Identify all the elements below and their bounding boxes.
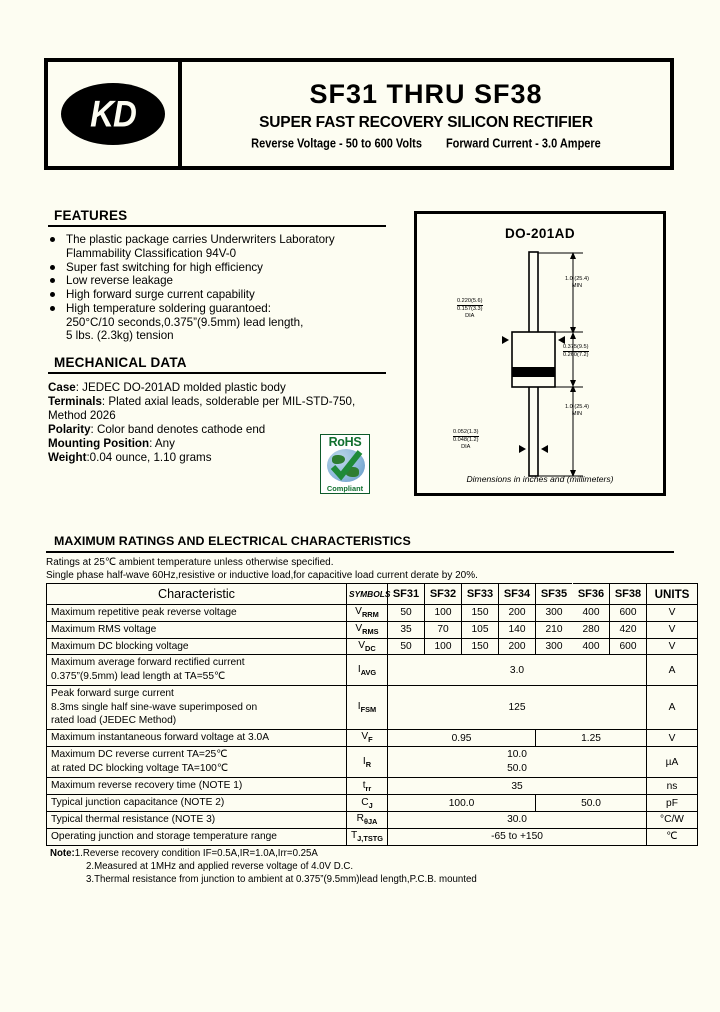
- feature-text: Super fast switching for high efficiency: [66, 260, 263, 274]
- cell-value: 50: [388, 605, 425, 622]
- mech-sep: :: [75, 381, 83, 394]
- cell-value: 400: [573, 638, 610, 655]
- cell-units: V: [647, 621, 698, 638]
- dim-unit: MIN: [571, 282, 583, 289]
- cell-value-span: 125: [388, 685, 647, 729]
- ratings-conditions: [46, 557, 674, 582]
- mech-label: Weight: [48, 451, 87, 465]
- dim-unit: DIA: [465, 312, 475, 319]
- reverse-voltage-spec: Reverse Voltage - 50 to 600 Volts: [251, 137, 422, 152]
- cell-value: 420: [610, 621, 647, 638]
- ratings-condition-line-2: Single phase half-wave 60Hz,resistive or inductive load,for capacitive load current derate by 20%.: [46, 569, 478, 581]
- list-item: [48, 261, 386, 275]
- mech-label: Polarity: [48, 423, 91, 437]
- row-characteristic-l3: rated load (JEDEC Method): [51, 715, 177, 727]
- table-row: [47, 778, 698, 795]
- mech-value: 0.04 ounce, 1.10 grams: [89, 451, 212, 465]
- table-row: [47, 811, 698, 828]
- dim-lead-top: [565, 276, 589, 290]
- cell-units: A: [647, 685, 698, 729]
- table-body: [47, 605, 698, 846]
- mech-row: [48, 381, 386, 395]
- mechanical-heading: MECHANICAL DATA: [48, 355, 386, 374]
- list-item: [48, 302, 386, 316]
- cell-value: 50: [388, 638, 425, 655]
- mech-sep: :: [90, 423, 97, 437]
- cell-value: 100: [425, 638, 462, 655]
- table-row: [47, 795, 698, 812]
- symbol-base: t: [362, 779, 366, 791]
- col-symbols: SYMBOLS: [347, 584, 388, 605]
- header-banner: [44, 58, 674, 170]
- symbol-sub: J: [368, 800, 373, 810]
- dim-lead-bottom: [565, 404, 589, 418]
- rohs-compliant-label: Compliant: [326, 483, 364, 493]
- dim-body-diameter: [457, 298, 483, 319]
- list-item: [48, 274, 386, 288]
- note-line-1: [50, 848, 680, 861]
- dim-value: 0.052(1.3): [453, 429, 479, 435]
- row-symbol: [347, 655, 388, 686]
- symbol-base: V: [358, 639, 366, 651]
- features-heading: FEATURES: [48, 208, 386, 227]
- cell-value-l1: 10.0: [507, 748, 527, 760]
- row-characteristic-l1: Peak forward surge current: [51, 687, 174, 699]
- logo-cell: [48, 62, 182, 166]
- table-row: [47, 685, 698, 729]
- cell-value: 600: [610, 638, 647, 655]
- cell-value-span: [388, 746, 647, 778]
- title-cell: [182, 62, 670, 166]
- page-subtitle: SUPER FAST RECOVERY SILICON RECTIFIER: [259, 114, 593, 132]
- symbol-sub: θJA: [363, 817, 378, 827]
- symbol-sub: F: [368, 735, 373, 745]
- row-characteristic: [47, 746, 347, 778]
- checkmark-icon: [328, 448, 364, 484]
- cell-units: A: [647, 655, 698, 686]
- features-section: [48, 208, 386, 343]
- cell-value: 70: [425, 621, 462, 638]
- row-symbol: [347, 828, 388, 845]
- symbol-base: I: [357, 663, 361, 675]
- note-text: 3.Thermal resistance from junction to ambient at 0.375”(9.5mm)lead length,P.C.B. mounted: [86, 873, 477, 885]
- cell-value-span: 3.0: [388, 655, 647, 686]
- table-row: [47, 746, 698, 778]
- cell-value: 100: [425, 605, 462, 622]
- row-characteristic-l2: 8.3ms single half sine-wave superimposed on: [51, 701, 258, 713]
- table-row: [47, 828, 698, 845]
- feature-subline-2: 5 lbs. (2.3kg) tension: [66, 329, 174, 343]
- row-symbol: [347, 795, 388, 812]
- mech-sep: :: [86, 451, 90, 465]
- header-specs: [251, 137, 601, 151]
- feature-subline-1: 250°C/10 seconds,0.375”(9.5mm) lead length,: [66, 315, 304, 329]
- bullet-icon: [50, 278, 55, 283]
- row-characteristic-l2: at rated DC blocking voltage TA=100℃: [51, 763, 229, 775]
- ratings-condition-line-1: Ratings at 25℃ ambient temperature unless otherwise specified.: [46, 557, 334, 568]
- col-units: UNITS: [647, 584, 698, 605]
- symbol-base: V: [355, 606, 362, 618]
- table-header: [47, 584, 698, 605]
- cell-value-left: 100.0: [388, 795, 536, 812]
- cell-value: 105: [462, 621, 499, 638]
- mech-label: Mounting Position: [48, 437, 150, 451]
- dim-unit: DIA: [461, 443, 471, 450]
- cell-units: °C/W: [647, 811, 698, 828]
- note-line-3: [50, 874, 680, 887]
- symbol-base: I: [357, 700, 361, 712]
- row-characteristic: Maximum reverse recovery time (NOTE 1): [47, 778, 347, 795]
- bullet-icon: [50, 306, 55, 311]
- col-sf32: SF32: [425, 584, 462, 605]
- footnotes: [50, 848, 680, 887]
- col-sf34: SF34: [499, 584, 536, 605]
- bullet-icon: [50, 292, 55, 297]
- table-row: [47, 621, 698, 638]
- cell-value: 210: [536, 621, 573, 638]
- cell-value: 200: [499, 605, 536, 622]
- symbol-sub: DC: [365, 643, 376, 653]
- dim-value: 0.157(3.3): [457, 305, 483, 312]
- dim-value: 1.0 (25.4): [565, 404, 589, 410]
- dim-unit: MIN: [571, 410, 583, 417]
- row-characteristic: Maximum instantaneous forward voltage at 3.0A: [47, 730, 347, 747]
- mech-label: Case: [48, 381, 76, 394]
- cell-value-span: 30.0: [388, 811, 647, 828]
- feature-text: High forward surge current capability: [66, 288, 255, 302]
- row-characteristic: Operating junction and storage temperature range: [47, 828, 347, 845]
- cell-units: pF: [647, 795, 698, 812]
- cell-value: 300: [536, 638, 573, 655]
- cell-units: V: [647, 638, 698, 655]
- table-row: [47, 730, 698, 747]
- symbol-base: T: [350, 830, 358, 842]
- rohs-label: RoHS: [328, 435, 362, 449]
- ratings-table: [46, 583, 698, 846]
- cell-value: 600: [610, 605, 647, 622]
- dim-value: 1.0 (25.4): [565, 276, 589, 282]
- mech-row: [48, 395, 386, 409]
- dim-value: 0.048(1.2): [453, 436, 479, 443]
- symbol-base: I: [362, 755, 366, 767]
- rohs-compliant-badge: [320, 434, 370, 494]
- row-symbol: [347, 605, 388, 622]
- col-sf33: SF33: [462, 584, 499, 605]
- cell-value: 280: [573, 621, 610, 638]
- kd-logo: [61, 83, 165, 145]
- table-row: [47, 605, 698, 622]
- mech-value: JEDEC DO-201AD molded plastic body: [82, 381, 286, 394]
- dim-lead-diameter: [453, 429, 479, 450]
- feature-text: High temperature soldering guarantoed:: [66, 301, 271, 315]
- cell-value: 150: [462, 638, 499, 655]
- row-symbol: [347, 621, 388, 638]
- row-characteristic: [47, 685, 347, 729]
- row-symbol: [347, 746, 388, 778]
- cell-units: ℃: [647, 828, 698, 845]
- symbol-base: V: [361, 731, 369, 743]
- symbol-sub: RRM: [361, 610, 379, 620]
- row-symbol: [347, 638, 388, 655]
- notes-label: Note:: [50, 848, 75, 859]
- cell-value: 150: [462, 605, 499, 622]
- cell-units: V: [647, 605, 698, 622]
- bullet-icon: [50, 237, 55, 242]
- row-characteristic-l1: Maximum average forward rectified current: [51, 657, 245, 669]
- symbol-sub: FSM: [360, 704, 377, 714]
- cell-value-right: 1.25: [536, 730, 647, 747]
- dim-value: 0.220(5.6): [457, 298, 483, 304]
- cell-units: V: [647, 730, 698, 747]
- row-characteristic: Maximum repetitive peak reverse voltage: [47, 605, 347, 622]
- cell-value-right: 50.0: [536, 795, 647, 812]
- row-characteristic: Maximum DC blocking voltage: [47, 638, 347, 655]
- note-line-2: [50, 861, 680, 874]
- row-characteristic: Typical thermal resistance (NOTE 3): [47, 811, 347, 828]
- symbol-sub: J,TSTG: [357, 834, 384, 844]
- table-header-row: [47, 584, 698, 605]
- symbol-sub: rr: [365, 783, 372, 793]
- dim-body-length: [563, 344, 589, 359]
- cell-value: 300: [536, 605, 573, 622]
- row-characteristic-l2: 0.375”(9.5mm) lead length at TA=55℃: [51, 671, 226, 683]
- table-row: [47, 638, 698, 655]
- feature-text: Low reverse leakage: [66, 274, 173, 288]
- forward-current-spec: Forward Current - 3.0 Ampere: [445, 137, 601, 152]
- cell-value-span: 35: [388, 778, 647, 795]
- cell-value-span: -65 to +150: [388, 828, 647, 845]
- mech-value: Plated axial leads, solderable per MIL-STD-750,: [108, 395, 356, 409]
- symbol-base: C: [361, 796, 369, 808]
- row-characteristic: Maximum RMS voltage: [47, 621, 347, 638]
- row-characteristic: Typical junction capacitance (NOTE 2): [47, 795, 347, 812]
- row-characteristic-l1: Maximum DC reverse current TA=25℃: [51, 749, 228, 761]
- mech-row: [48, 409, 386, 423]
- col-sf31: SF31: [388, 584, 425, 605]
- symbol-sub: AVG: [360, 667, 377, 677]
- row-symbol: [347, 685, 388, 729]
- row-characteristic: [47, 655, 347, 686]
- cell-units: ns: [647, 778, 698, 795]
- symbol-base: R: [356, 813, 364, 825]
- mech-value: Method 2026: [48, 409, 116, 423]
- col-sf36: SF36: [573, 584, 610, 605]
- col-sf35: SF35: [536, 584, 573, 605]
- dim-value: 0.260(7.2): [563, 351, 589, 358]
- mech-value: Color band denotes cathode end: [96, 423, 266, 437]
- row-symbol: [347, 778, 388, 795]
- symbol-base: V: [355, 623, 363, 635]
- kd-logo-text: KD: [90, 92, 136, 135]
- note-text: 1.Reverse recovery condition IF=0.5A,IR=1.0A,Irr=0.25A: [74, 848, 318, 859]
- mech-label: Terminals: [48, 395, 102, 409]
- dim-value: 0.375(9.5): [563, 344, 589, 350]
- mech-sep: :: [101, 395, 109, 409]
- symbol-sub: RMS: [362, 627, 379, 637]
- cell-value: 200: [499, 638, 536, 655]
- cell-value-l2: 50.0: [507, 763, 527, 775]
- package-title: DO-201AD: [505, 226, 575, 241]
- cell-value-left: 0.95: [388, 730, 536, 747]
- mech-value: Any: [154, 437, 175, 451]
- ratings-heading: MAXIMUM RATINGS AND ELECTRICAL CHARACTERISTICS: [46, 534, 674, 553]
- col-characteristic: Characteristic: [47, 584, 347, 605]
- cell-value: 140: [499, 621, 536, 638]
- row-symbol: [347, 730, 388, 747]
- table-row: [47, 655, 698, 686]
- package-footnote: Dimensions in inches and (millimeters): [466, 474, 614, 484]
- note-text: 2.Measured at 1MHz and applied reverse voltage of 4.0V D.C.: [86, 860, 354, 872]
- feature-text: The plastic package carries Underwriters Laboratory Flammability Classification 94V-0: [66, 233, 335, 260]
- list-item: [48, 288, 386, 302]
- page-title: SF31 THRU SF38: [309, 78, 543, 109]
- bullet-icon: [50, 265, 55, 270]
- cell-value: 400: [573, 605, 610, 622]
- features-list: [48, 233, 386, 316]
- mech-sep: :: [149, 437, 155, 451]
- symbol-sub: R: [365, 759, 372, 769]
- row-symbol: [347, 811, 388, 828]
- list-item: [48, 233, 386, 261]
- cell-units: µA: [647, 746, 698, 778]
- col-sf38: SF38: [610, 584, 647, 605]
- cell-value: 35: [388, 621, 425, 638]
- package-outline-diagram: [414, 211, 666, 496]
